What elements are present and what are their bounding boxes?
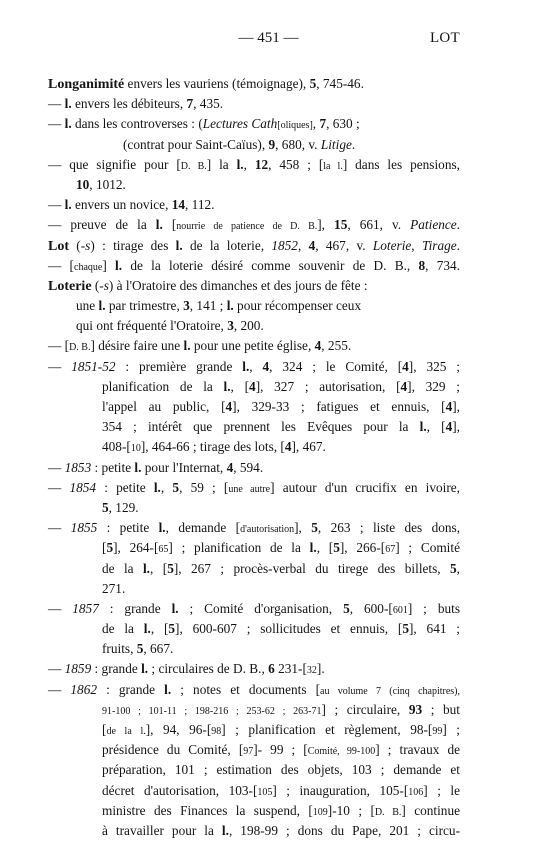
text-segment: chaque [74,261,103,273]
text-segment: , 141 ; [189,298,227,314]
text-segment: 5 [333,540,340,556]
text-segment: 15 [334,217,348,233]
index-line [48,94,460,114]
text-segment: 10 [76,176,90,192]
text-segment: , 435. [193,96,224,112]
text-segment: , 1012. [89,176,126,192]
text-segment: 4 [262,358,270,374]
index-line [48,276,460,296]
text-segment: ] ; travaux de [375,742,460,758]
text-segment: 4 [314,338,322,354]
index-line [48,559,460,579]
page-number: — 451 — [238,30,299,46]
text-segment: 97 [243,746,254,758]
text-segment: 1854 [69,479,97,495]
text-segment: 1853 [64,459,92,475]
text-segment: 5 [136,641,144,657]
text-segment: ; but [422,701,460,717]
text-segment: 1851-52 [71,358,116,374]
text-segment: envers les vauriens (témoignage), [124,76,310,91]
text-segment: 601 [392,604,408,616]
text-segment: 4 [284,439,292,455]
text-segment: ( [69,237,81,253]
text-segment: 8 [418,257,426,273]
text-segment: [ [102,540,107,556]
index-line [48,296,460,316]
text-segment: 9 [268,136,276,152]
index-entries [48,74,460,841]
index-line [48,478,460,498]
index-line [48,74,460,94]
text-segment: 7 [319,116,327,132]
text-segment: , [249,358,263,374]
text-segment: envers un novice, [71,197,172,213]
text-segment: 106 [408,786,424,798]
text-segment: ] ; buts [407,600,460,616]
text-segment: , 467, v. [315,237,373,253]
text-segment: — preuve de la [48,217,156,233]
text-segment: — [48,197,65,213]
index-line [48,175,460,195]
text-segment: l. [419,419,427,435]
text-segment: , 200. [233,318,264,334]
text-segment: l. [134,459,142,475]
text-segment: 4 [249,378,256,394]
text-segment: 5 [343,600,350,616]
text-segment: , [ [150,560,168,576]
text-segment: ], 325 ; [408,358,460,374]
text-segment: 6 [268,661,275,677]
text-segment: 408-[ [102,439,131,455]
text-segment: l. [183,338,191,354]
text-segment: ; notes et documents [ [171,681,321,697]
text-segment: , 458 ; [ [268,156,324,172]
text-segment: : grande [98,600,172,616]
text-segment: — [48,479,70,495]
text-segment: l. [64,197,72,213]
index-line [48,357,460,377]
text-segment: 1855 [70,520,98,536]
text-segment: , 600-[ [349,600,393,616]
text-segment: préparation, 101 ; estimation des objets, 103 ; demande et [102,762,460,778]
text-segment: , 661, v. [347,217,411,233]
text-segment: 99 [432,726,443,737]
text-segment: (contrat pour Saint-Caïus), [123,136,269,152]
text-segment: de la [102,560,143,576]
text-segment: 4 [400,378,408,394]
text-segment: présidence du Comité, [ [102,742,244,758]
text-segment: ], 94, 96-[ [145,722,212,737]
text-segment: planification de la [102,378,224,394]
index-line [48,720,460,740]
text-segment: 4 [308,237,316,253]
text-segment: : petite [91,459,135,475]
text-segment: décret d'autorisation, 103-[ [102,782,258,798]
text-segment: l. [142,560,151,576]
text-segment: fruits, [102,641,137,657]
text-segment: 271. [102,580,126,596]
text-segment: , [411,237,422,253]
text-segment: ] ; planification et règlement, 98-[ [221,722,433,737]
text-segment: 7 [186,96,194,112]
text-segment: 4 [226,459,234,475]
text-segment: l. [64,116,72,132]
text-segment: ) à l'Oratoire des dimanches et des jours de fête : [108,277,368,293]
index-line [48,700,460,720]
text-segment: ] ; inauguration, 105-[ [272,782,409,798]
index-line [48,538,460,558]
index-line [48,760,460,780]
text-segment: 10 [130,443,141,455]
text-segment: ], 464-66 ; tirage des lots, [ [140,439,285,455]
text-segment: ] autour d'un crucifix en ivoire, [270,479,460,495]
text-segment: [ [102,722,107,737]
text-segment: 231-[ [274,661,307,677]
text-segment: — [48,600,73,616]
text-segment: [ [162,217,177,233]
text-segment: , demande [ [165,520,241,536]
text-segment: ], [317,217,335,233]
index-line [48,236,460,256]
text-segment: ] dans les pensions, [342,156,460,172]
text-segment: , 263 ; liste des dons, [317,520,461,536]
text-segment: , [297,237,309,253]
text-segment: 5 [168,621,176,637]
text-segment: , [ [316,540,334,556]
text-segment: 91-100 ; 101-11 ; 198-216 ; 253-62 ; 263-71 [102,705,322,717]
text-segment: : petite [96,479,154,495]
text-segment: 5 [450,560,457,576]
text-segment: ministre des Finances la suspend, [ [102,802,313,818]
text-segment: l. [153,479,161,495]
running-head: LOT [429,30,460,46]
text-segment: — [48,520,71,536]
index-line [48,821,460,841]
text-segment: 354 ; intérêt que prennent les Evêques pour la [102,419,420,435]
text-segment: , 667. [143,641,174,657]
text-segment: l. [226,298,234,314]
text-segment: ], 264-[ [113,540,159,556]
text-segment: ; circulaires de D. B., [148,661,269,677]
text-segment: ] ; Comité [395,540,460,556]
text-segment: l. [236,156,244,172]
text-segment: [oliques] [277,120,313,132]
text-segment: , 734. [425,257,460,273]
text-segment: l. [164,681,172,697]
text-segment: envers les débiteurs, [71,96,187,112]
index-line [48,659,460,679]
index-headword: Lot [48,238,69,254]
index-line [48,458,460,478]
text-segment: de la loterie désiré comme souvenir de D. B., [122,257,419,273]
text-segment: , [456,560,460,576]
text-segment: l. [242,358,250,374]
text-segment: pour récompenser ceux [233,298,362,314]
text-segment: — [48,681,71,697]
text-segment: 4 [402,358,409,374]
text-segment: l. [155,217,163,233]
text-segment: , [ [230,378,250,394]
text-segment: d'autorisation [240,524,295,536]
text-segment: ], 329 ; [407,378,460,394]
text-segment: ], 467. [291,439,326,455]
text-segment: -s [80,237,91,253]
text-segment: — [48,116,65,132]
text-segment: ], [452,419,460,435]
text-segment: . [456,217,460,233]
index-line [48,155,460,175]
index-line [48,417,460,437]
text-segment: 5 [167,560,174,576]
text-segment: l. [64,96,72,112]
text-segment: ) : tirage des [90,237,176,253]
text-segment: : grande [91,661,142,677]
text-segment: 5 [172,479,180,495]
text-segment: ], [452,399,460,414]
text-segment: ] désire faire une [90,338,184,354]
text-segment: , [160,479,173,495]
text-segment: qui ont fréquenté l'Oratoire, [76,318,228,334]
text-segment: , 324 ; le Comité, [ [269,358,403,374]
text-segment: , 112. [185,197,215,213]
index-line [48,195,460,215]
text-segment: 12 [254,156,269,172]
text-segment: dans les controverses : ( [71,116,203,132]
text-segment: — [48,96,65,112]
index-headword: Longanimité [48,77,125,92]
index-line [48,619,460,639]
text-segment: ]. [316,661,325,677]
index-line [48,397,460,417]
text-segment: — [ [48,338,70,354]
text-segment: ] ; [442,722,460,737]
text-segment: une [76,298,99,314]
text-segment: 4 [445,419,453,435]
text-segment: l. [221,822,229,838]
text-segment: par trimestre, [105,298,184,314]
text-segment: , [243,156,255,172]
text-segment: 5 [102,499,109,515]
text-segment: : première grande [115,358,243,374]
text-segment: 1862 [70,681,97,697]
text-segment: 105 [257,786,273,798]
text-segment: l. [143,621,151,637]
text-segment: au volume 7 (cinq chapitres), [320,685,460,697]
index-line [48,599,460,619]
index-line [48,316,460,336]
text-segment: , 198-99 ; dons du Pape, 201 ; circu- [228,822,460,838]
text-segment: : petite [97,520,159,536]
text-segment: ]- 99 ; [ [253,742,308,758]
index-line [48,680,460,700]
text-segment: , 745-46. [316,76,364,91]
text-segment: l. [141,661,149,677]
index-line [48,336,460,356]
text-segment: , 59 ; [ [179,479,229,495]
index-line [48,215,460,235]
text-segment: 65 [158,544,169,556]
text-segment: 67 [385,544,396,556]
text-segment: l'appel au public, [ [102,399,226,414]
text-segment: 109 [312,806,328,818]
text-segment: ], 266-[ [339,540,386,556]
text-segment: ] continue [401,802,460,818]
text-segment: Loterie [372,237,412,253]
index-line [48,377,460,397]
text-segment: : grande [96,681,165,697]
text-segment: Lectures Cath [202,116,278,132]
text-segment: Tirage [421,237,457,253]
text-segment: l. [171,600,179,616]
text-segment: ]-10 ; [ [327,802,375,818]
index-line [48,579,460,599]
text-segment: , [ [426,419,446,435]
text-segment: — [48,661,65,677]
text-segment: Comité, 99-100 [307,746,376,758]
text-segment: , 680, v. [275,136,321,152]
index-line [48,114,460,134]
text-segment: D. B. [180,160,207,172]
text-segment: 98 [211,726,222,737]
text-segment: 4 [445,399,453,414]
text-segment: , 594. [233,459,264,475]
text-segment: 5 [309,76,317,91]
text-segment: — [48,358,72,374]
text-segment: l. [175,237,183,253]
text-segment: 5 [311,520,318,536]
text-segment: 1857 [72,600,99,616]
text-segment: ] ; circulaire, [321,701,409,717]
text-segment: 1859 [64,661,92,677]
text-segment: — [ [48,257,74,273]
index-line [48,437,460,457]
text-segment: l. [115,257,123,273]
text-segment: l. [223,378,231,394]
text-segment: 14 [171,197,186,213]
index-line [48,256,460,276]
index-line [48,740,460,760]
text-segment: D. B. [69,342,91,354]
text-segment: pour une petite église, [190,338,315,354]
text-segment: 3 [183,298,190,314]
page-header [0,30,537,50]
text-segment: nourrie de patience de D. B. [176,221,318,233]
text-segment: ], 641 ; [408,621,461,637]
text-segment: 1852 [271,237,298,253]
text-segment: ], 600-607 ; sollicitudes et ennuis, [ [175,621,403,637]
text-segment: ] ; le [423,782,460,798]
text-segment: Litige [320,136,352,152]
text-segment: de la l. [106,726,146,737]
text-segment: , 630 ; [326,116,360,132]
index-line [48,639,460,659]
text-segment: 4 [225,399,233,414]
text-segment: , 255. [321,338,352,354]
text-segment: Patience [410,217,457,233]
text-segment: de la [102,621,144,637]
index-line [48,498,460,518]
text-segment: 5 [106,540,114,556]
text-segment: l. [158,520,166,536]
text-segment: ( [91,277,100,293]
text-segment: ] ; planification de la [168,540,310,556]
text-segment: 3 [227,318,234,334]
index-line [48,801,460,821]
text-segment: ] la [206,156,237,172]
text-segment: D. B. [374,806,402,818]
text-segment: une autre [228,483,271,495]
text-segment: . [456,237,460,253]
index-line [48,518,460,538]
text-segment: ; Comité d'organisation, [178,600,344,616]
text-segment: , 129. [108,499,139,515]
text-segment: ], [294,520,312,536]
text-segment: la l. [323,160,343,172]
text-segment: l. [98,298,106,314]
text-segment: de la loterie, [182,237,272,253]
text-segment: , [312,116,320,132]
text-segment: ], 329-33 ; fatigues et ennuis, [ [232,399,446,414]
text-segment: 93 [408,701,423,717]
text-segment: , [ [150,621,169,637]
text-segment: . [351,136,356,152]
text-segment: -s [99,277,109,293]
index-headword: Loterie [48,278,92,294]
text-segment: ], 267 ; procès-verbal du tirege des billets, [173,560,451,576]
text-segment: à travailler pour la [102,822,222,838]
text-segment: pour l'Internat, [141,459,227,475]
text-segment: — [48,459,65,475]
index-line [48,135,460,155]
text-segment: — que signifie pour [ [48,156,181,172]
text-segment: 5 [402,621,409,637]
text-segment: ], 327 ; autorisation, [ [255,378,401,394]
text-segment: l. [309,540,317,556]
text-segment: ] [102,257,116,273]
text-segment: 32 [306,665,317,677]
